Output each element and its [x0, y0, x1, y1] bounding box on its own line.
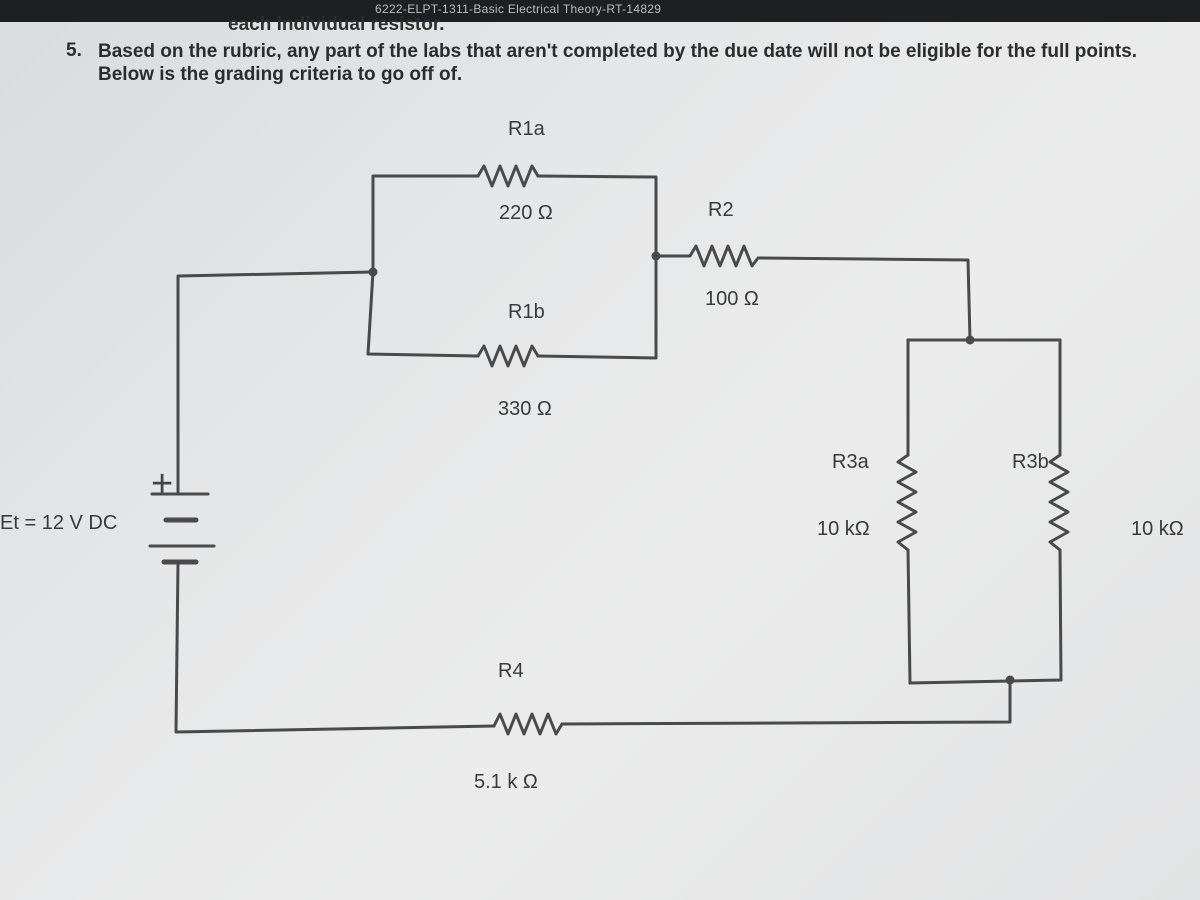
wire-r3a-bottom: [908, 550, 910, 683]
criteria-item-text: Based on the rubric, any part of the labs that aren't completed by the due date will not be eligible for the full points. Below is the grading criteria to go off of.: [98, 41, 1138, 85]
wire-r1b-right: [538, 256, 656, 358]
r3a-value: 10 kΩ: [817, 518, 870, 540]
r3b-value: 10 kΩ: [1131, 518, 1184, 540]
r4-value: 5.1 k Ω: [474, 771, 538, 793]
junction-dot-r3-bottom: [1006, 676, 1015, 685]
r2-name: R2: [708, 199, 734, 221]
r1b-name: R1b: [508, 301, 545, 323]
criteria-item-number: 5.: [66, 40, 82, 61]
wire-r1b-left: [368, 272, 478, 356]
r1b-value: 330 Ω: [498, 398, 552, 420]
junction-dot-right: [652, 252, 661, 261]
battery-plus-sign: +: [151, 463, 174, 505]
source-label: Et = 12 V DC: [0, 512, 118, 534]
wire-r1a-right: [538, 176, 656, 256]
wire-return: [562, 680, 1010, 724]
course-code: 6222-ELPT-1311-Basic Electrical Theory-RT-14829: [375, 2, 662, 16]
junction-dot-left: [369, 268, 378, 277]
resistor-r4-zigzag: [494, 714, 562, 734]
wire-r1a-left: [373, 176, 478, 272]
resistor-r1b-zigzag: [478, 346, 538, 366]
resistor-r1a-zigzag: [478, 166, 538, 186]
resistor-r3b-zigzag: [1050, 455, 1068, 550]
junction-dot-r3-top: [966, 336, 975, 345]
wire-r3b-bottom: [910, 550, 1061, 683]
r1a-name: R1a: [508, 118, 545, 140]
resistor-r3a-zigzag: [898, 455, 916, 550]
r3b-name: R3b: [1012, 451, 1049, 473]
r4-name: R4: [498, 660, 524, 682]
wire-source-bottom: [176, 562, 494, 732]
r1a-value: 220 Ω: [499, 202, 553, 224]
wire-source-top: [178, 272, 373, 492]
r2-value: 100 Ω: [705, 288, 759, 310]
clipped-text-line: each individual resistor.: [228, 14, 445, 35]
resistor-r2-zigzag: [656, 246, 970, 340]
r3a-name: R3a: [832, 451, 869, 473]
